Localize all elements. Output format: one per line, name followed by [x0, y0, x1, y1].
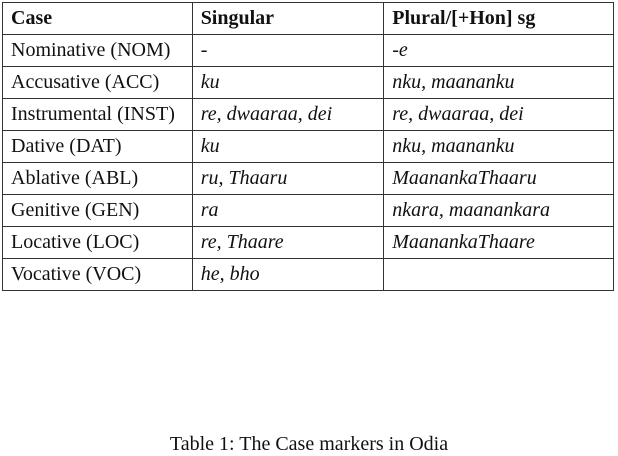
case-cell: Vocative (VOC): [3, 259, 193, 291]
case-cell: Ablative (ABL): [3, 163, 193, 195]
table-row: [3, 67, 614, 99]
singular-cell: re, dwaaraa, dei: [192, 99, 384, 131]
singular-cell: he, bho: [192, 259, 384, 291]
singular-cell: -: [192, 35, 384, 67]
case-markers-table: [2, 2, 614, 291]
plural-cell: [384, 259, 614, 291]
header-plural: Plural/[+Hon] sg: [384, 3, 614, 35]
plural-cell: MaanankaThaaru: [384, 163, 614, 195]
plural-cell: nkara, maanankara: [384, 195, 614, 227]
plural-cell: re, dwaaraa, dei: [384, 99, 614, 131]
table-row: [3, 163, 614, 195]
case-cell: Accusative (ACC): [3, 67, 193, 99]
table-row: [3, 195, 614, 227]
singular-cell: re, Thaare: [192, 227, 384, 259]
case-cell: Genitive (GEN): [3, 195, 193, 227]
table-row: [3, 99, 614, 131]
case-cell: Instrumental (INST): [3, 99, 193, 131]
case-cell: Dative (DAT): [3, 131, 193, 163]
plural-cell: -e: [384, 35, 614, 67]
plural-cell: nku, maananku: [384, 67, 614, 99]
singular-cell: ku: [192, 131, 384, 163]
case-cell: Nominative (NOM): [3, 35, 193, 67]
table-row: [3, 131, 614, 163]
singular-cell: ku: [192, 67, 384, 99]
case-cell: Locative (LOC): [3, 227, 193, 259]
table-row: [3, 227, 614, 259]
header-singular: Singular: [192, 3, 384, 35]
header-row: [3, 3, 614, 35]
plural-cell: nku, maananku: [384, 131, 614, 163]
table-row: [3, 35, 614, 67]
header-case: Case: [3, 3, 193, 35]
singular-cell: ra: [192, 195, 384, 227]
singular-cell: ru, Thaaru: [192, 163, 384, 195]
table-row: [3, 259, 614, 291]
table-caption: Table 1: The Case markers in Odia: [169, 433, 449, 455]
plural-cell: MaanankaThaare: [384, 227, 614, 259]
